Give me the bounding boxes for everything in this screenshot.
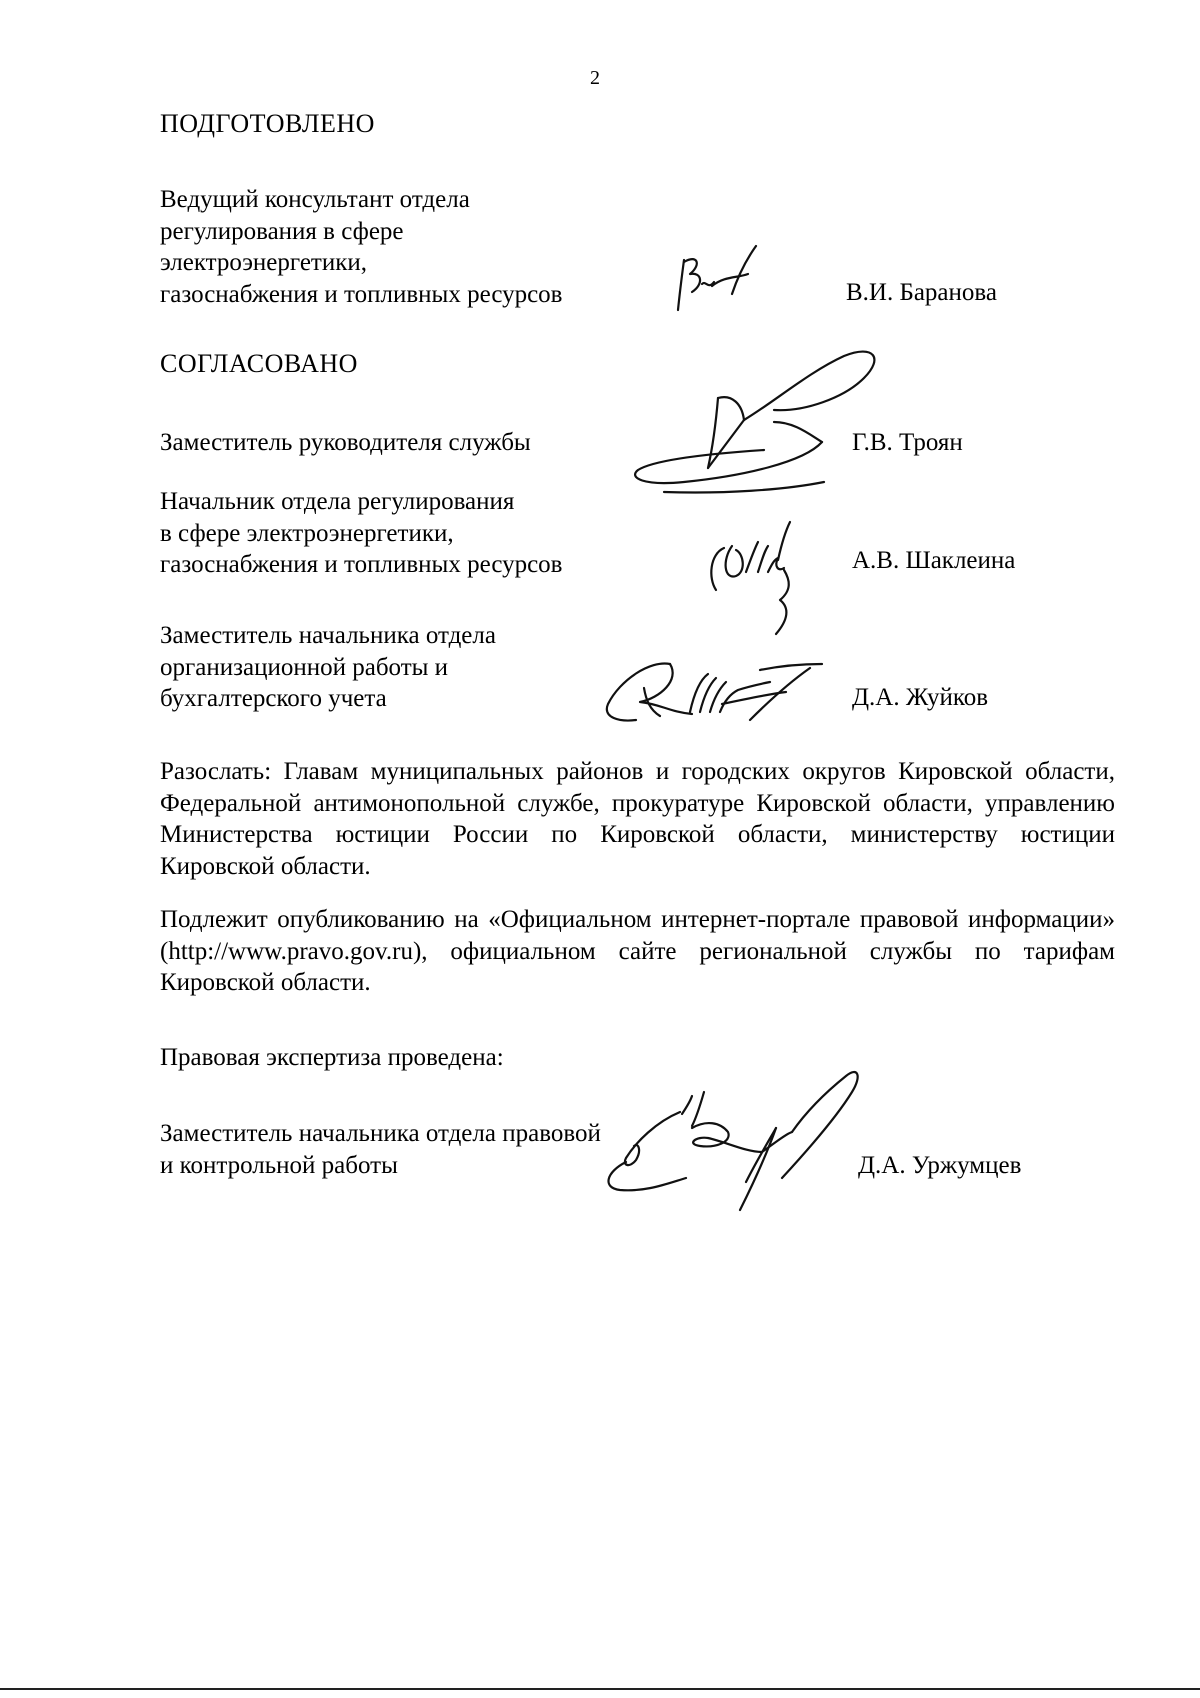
prepared-position-line: газоснабжения и топливных ресурсов	[160, 280, 563, 308]
prepared-position-line: электроэнергетики,	[160, 249, 368, 276]
signature-shakleina	[702, 520, 812, 645]
page-number: 2	[590, 67, 600, 89]
agreed-position-line: Заместитель начальника отдела	[160, 622, 496, 649]
agreed-heading: СОГЛАСОВАНО	[160, 349, 358, 378]
agreed-position-3	[160, 620, 496, 715]
agreed-position-line: бухгалтерского учета	[160, 685, 387, 712]
prepared-position	[160, 184, 563, 310]
agreed-name-2: А.В. Шаклеина	[852, 547, 1016, 574]
agreed-position-line: Начальник отдела регулирования	[160, 488, 515, 515]
prepared-name: В.И. Баранова	[846, 279, 997, 306]
legal-review-position-line: Заместитель начальника отдела правовой	[160, 1120, 601, 1147]
legal-review-position	[160, 1118, 601, 1181]
agreed-position-1	[160, 427, 531, 459]
prepared-position-line: регулирования в сфере	[160, 217, 404, 245]
agreed-position-2	[160, 486, 563, 581]
legal-review-heading: Правовая экспертиза проведена:	[160, 1044, 504, 1071]
agreed-name-1: Г.В. Троян	[852, 429, 963, 456]
agreed-position-line: организационной работы и	[160, 653, 449, 681]
agreed-position-line: газоснабжения и топливных ресурсов	[160, 551, 563, 578]
page-bottom-rule	[0, 1688, 1200, 1690]
legal-review-name: Д.А. Уржумцев	[858, 1152, 1022, 1179]
agreed-position-line: в сфере электроэнергетики,	[160, 519, 454, 547]
agreed-name-3: Д.А. Жуйков	[852, 684, 989, 711]
distribution-paragraph: Разослать: Главам муниципальных районов и городских округов Кировской области, Федеральной антимонопольной службе, прокуратуре Кировской области, управлению Министерства юстиции России по Кировской области, министерству юстиции Кировской области.	[160, 758, 1115, 880]
legal-review-position-line: и контрольной работы	[160, 1151, 398, 1179]
signature-troyan	[624, 342, 884, 507]
publication-paragraph: Подлежит опубликованию на «Официальном интернет-портале правовой информации» (http://www.pravo.gov.ru), официальном сайте региональной службы по тарифам Кировской области.	[160, 906, 1115, 996]
signature-zhuykov	[600, 650, 830, 735]
prepared-position-line: Ведущий консультант отдела	[160, 186, 470, 213]
signature-urzhumtsev	[596, 1062, 876, 1217]
agreed-position-line: Заместитель руководителя службы	[160, 429, 531, 456]
prepared-heading: ПОДГОТОВЛЕНО	[160, 109, 375, 138]
signature-baranova	[672, 240, 772, 325]
